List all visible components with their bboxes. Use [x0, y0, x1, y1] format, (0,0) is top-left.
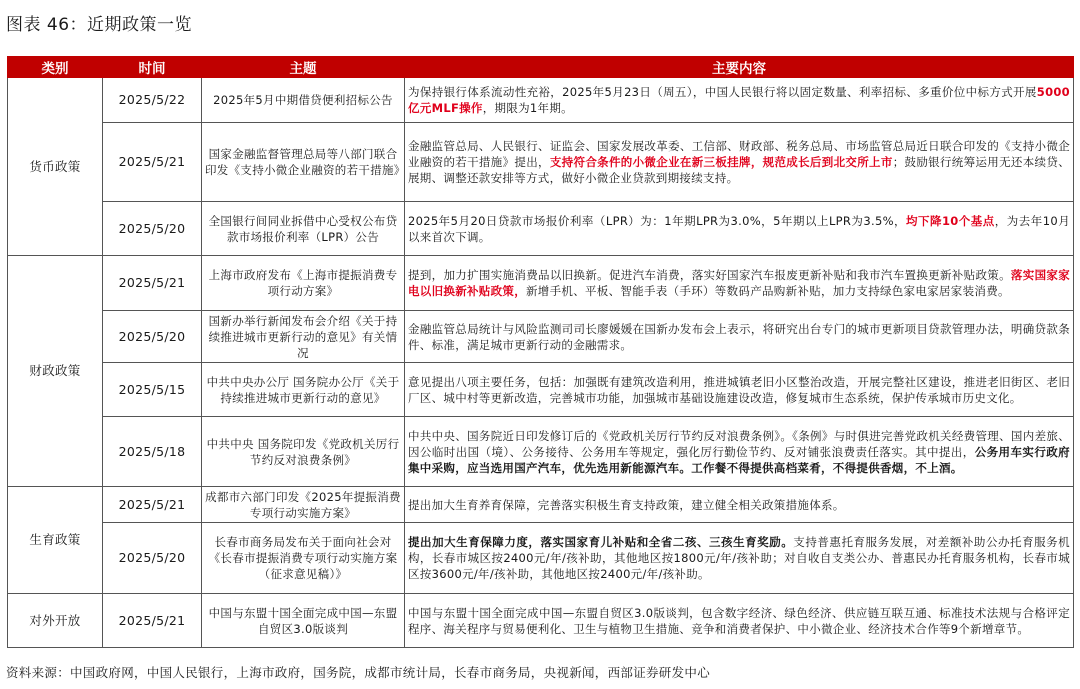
row-content [405, 123, 1074, 202]
category-fiscal: 财政政策 [8, 256, 103, 487]
row-content [405, 311, 1074, 363]
row-topic: 国新办举行新闻发布会介绍《关于持续推进城市更新行动的意见》有关情况 [202, 311, 405, 363]
row-content [405, 594, 1074, 648]
source-note: 资料来源：中国政府网，中国人民银行，上海市政府，国务院，成都市统计局，长春市商务局，央视新闻，西部证券研发中心 [6, 665, 711, 680]
header-date: 时间 [103, 57, 202, 78]
bold-text: 公务用车实行政府集中采购，应当选用国产汽车，优先选用新能源汽车。工作餐不得提供高档菜肴，不得提供香烟，不上酒。 [408, 444, 1070, 475]
row-date: 2025/5/21 [103, 487, 202, 523]
table-row [8, 311, 1074, 363]
row-topic: 2025年5月中期借贷便利招标公告 [202, 78, 405, 123]
content-text: 中共中央、国务院近日印发修订后的《党政机关厉行节约反对浪费条例》。《条例》与时俱进完善党政机关经费管理、国内差旅、因公临时出国（境）、公务接待、公务用车等规定，强化厉行勤俭节约、反对铺张浪费责任落实。其中提出， [408, 428, 1070, 459]
table-row [8, 523, 1074, 594]
table-row [8, 123, 1074, 202]
table-header-row [8, 57, 1074, 78]
header-content: 主要内容 [405, 57, 1074, 78]
policy-table [7, 56, 1074, 648]
highlight-text: 5000亿元MLF操作 [408, 85, 1070, 115]
content-text: ，为去年10月以来首次下调。 [408, 213, 1071, 244]
content-text: 金融监管总局统计与风险监测司司长廖媛媛在国新办发布会上表示，将研究出台专门的城市更新项目贷款管理办法，明确贷款条件、标准，满足城市更新行动的金融需求。 [408, 321, 1070, 352]
table-row [8, 363, 1074, 417]
table-row [8, 487, 1074, 523]
bold-text: 提出加大生育保障力度，落实国家育儿补贴和全省二孩、三孩生育奖励。 [408, 535, 794, 549]
row-topic: 长春市商务局发布关于面向社会对《长春市提振消费专项行动实施方案（征求意见稿）》 [202, 523, 405, 594]
row-topic: 国家金融监督管理总局等八部门联合印发《支持小微企业融资的若干措施》 [202, 123, 405, 202]
row-topic: 全国银行间同业拆借中心受权公布贷款市场报价利率（LPR）公告 [202, 202, 405, 256]
row-topic: 中共中央 国务院印发《党政机关厉行节约反对浪费条例》 [202, 417, 405, 487]
table-row [8, 594, 1074, 648]
row-content [405, 417, 1074, 487]
table-row [8, 202, 1074, 256]
table-row [8, 78, 1074, 123]
row-date: 2025/5/20 [103, 311, 202, 363]
table-row [8, 417, 1074, 487]
content-text: 为保持银行体系流动性充裕，2025年5月23日（周五），中国人民银行将以固定数量、利率招标、多重价位中标方式开展 [408, 85, 1037, 99]
content-text: 2025年5月20日贷款市场报价利率（LPR）为：1年期LPR为3.0%，5年期以上LPR为3.5%， [408, 213, 906, 228]
row-date: 2025/5/20 [103, 523, 202, 594]
header-topic: 主题 [202, 57, 405, 78]
row-date: 2025/5/18 [103, 417, 202, 487]
row-date: 2025/5/20 [103, 202, 202, 256]
content-text: 支持普惠托育服务发展，对差额补助公办托育服务机构，长春市城区按2400元/年/孩补助，其他地区按1800元/年/孩补助；对自收自支类公办、普惠民办托育服务机构，长春市城区按3600元/年/孩补助，其他地区按2400元/年/孩补助。 [408, 535, 1070, 581]
highlight-text: 落实国家家电以旧换新补贴政策， [408, 268, 1071, 298]
row-content [405, 78, 1074, 123]
highlight-text: 支持符合条件的小微企业在新三板挂牌，规范成长后到北交所上市 [549, 155, 893, 169]
header-category: 类别 [8, 57, 103, 78]
row-date: 2025/5/15 [103, 363, 202, 417]
row-date: 2025/5/21 [103, 123, 202, 202]
row-content [405, 487, 1074, 523]
category-monetary: 货币政策 [8, 78, 103, 256]
row-topic: 中共中央办公厅 国务院办公厅《关于持续推进城市更新行动的意见》 [202, 363, 405, 417]
content-text: 意见提出八项主要任务，包括：加强既有建筑改造利用，推进城镇老旧小区整治改造，开展完整社区建设，推进老旧街区、老旧厂区、城中村等更新改造，完善城市功能，加强城市基础设施建设改造，修复城市生态系统，保护传承城市历史文化。 [408, 374, 1070, 405]
row-content [405, 523, 1074, 594]
content-text: ，期限为1年期。 [482, 101, 573, 115]
row-topic: 中国与东盟十国全面完成中国—东盟自贸区3.0版谈判 [202, 594, 405, 648]
content-text: 中国与东盟十国全面完成中国—东盟自贸区3.0版谈判，包含数字经济、绿色经济、供应链互联互通、标准技术法规与合格评定程序、海关程序与贸易便利化、卫生与植物卫生措施、竞争和消费者保护、中小微企业、经济技术合作等9个新增章节。 [408, 605, 1070, 636]
row-content [405, 363, 1074, 417]
highlight-text: 均下降10个基点 [906, 213, 995, 228]
category-fertility: 生育政策 [8, 487, 103, 594]
content-text: 提出加大生育养育保障，完善落实积极生育支持政策，建立健全相关政策措施体系。 [408, 497, 845, 512]
content-text: 提到，加力扩围实施消费品以旧换新。促进汽车消费，落实好国家汽车报废更新补贴和我市汽车置换更新补贴政策。 [408, 268, 1011, 282]
row-topic: 上海市政府发布《上海市提振消费专项行动方案》 [202, 256, 405, 311]
content-text: ；鼓励银行统筹运用无还本续贷、展期、调整还款安排等方式，做好小微企业贷款到期接续支持。 [408, 155, 1070, 185]
table-row [8, 256, 1074, 311]
row-content [405, 202, 1074, 256]
row-content [405, 256, 1074, 311]
row-date: 2025/5/21 [103, 594, 202, 648]
row-topic: 成都市六部门印发《2025年提振消费专项行动实施方案》 [202, 487, 405, 523]
row-date: 2025/5/21 [103, 256, 202, 311]
content-text: 金融监管总局、人民银行、证监会、国家发展改革委、工信部、财政部、税务总局、市场监管总局近日联合印发的《支持小微企业融资的若干措施》提出， [408, 139, 1070, 169]
chart-title: 图表 46：近期政策一览 [6, 15, 193, 35]
content-text: 新增手机、平板、智能手表（手环）等数码产品购新补贴，加力支持绿色家电家居家装消费。 [526, 284, 1010, 298]
category-opening: 对外开放 [8, 594, 103, 648]
row-date: 2025/5/22 [103, 78, 202, 123]
